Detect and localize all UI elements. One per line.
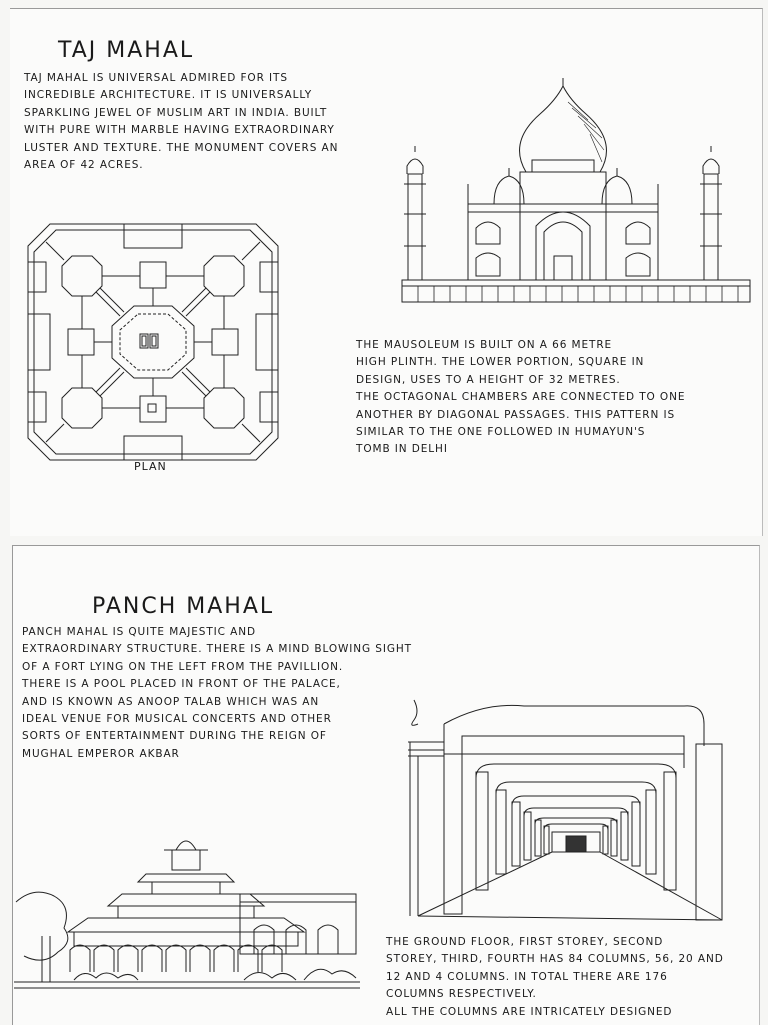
plan-label: PLAN bbox=[134, 460, 167, 473]
panch-mahal-pavilion-drawing bbox=[14, 832, 360, 992]
panch-mahal-colonnade-drawing bbox=[404, 694, 734, 924]
panch-mahal-floors-text: THE GROUND FLOOR, FIRST STOREY, SECOND STOREY, THIRD, FOURTH HAS 84 COLUMNS, 56, 20 AND 12 AND 4 COLUMNS. IN TOTAL THERE ARE 176 COLUMNS RESPECTIVELY. ALL THE COLUMNS ARE INTRICATELY DESIGNED bbox=[386, 936, 724, 1018]
taj-mahal-title: TAJ MAHAL bbox=[58, 38, 195, 63]
panch-mahal-intro-text: PANCH MAHAL IS QUITE MAJESTIC AND EXTRAORDINARY STRUCTURE. THERE IS A MIND BLOWING SIGHT OF A FORT LYING ON THE LEFT FROM THE PAVILLION. THERE IS A POOL PLACED IN FRONT OF THE PALACE, AND IS KNOWN AS ANOOP TALAB WHICH WAS AN IDEAL VENUE FOR MUSICAL CONCERTS AND OTHER SORTS OF ENTERTAINMENT DURING THE REIGN OF MUGHAL EMPEROR AKBAR bbox=[22, 626, 412, 760]
panch-mahal-title: PANCH MAHAL bbox=[92, 594, 275, 619]
taj-plan-drawing bbox=[26, 222, 280, 462]
taj-mahal-elevation-drawing bbox=[398, 76, 756, 306]
taj-mahal-intro-text: TAJ MAHAL IS UNIVERSAL ADMIRED FOR ITS INCREDIBLE ARCHITECTURE. IT IS UNIVERSALLY SPARKLING JEWEL OF MUSLIM ART IN INDIA. BUILT WITH PURE WITH MARBLE HAVING EXTRAORDINARY LUSTER AND TEXTURE. THE MONUMENT COVERS AN AREA OF 42 ACRES. bbox=[24, 72, 339, 172]
taj-mahal-details-text: THE MAUSOLEUM IS BUILT ON A 66 METRE HIGH PLINTH. THE LOWER PORTION, SQUARE IN DESIGN, USES TO A HEIGHT OF 32 METRES. THE OCTAGONAL CHAMBERS ARE CONNECTED TO ONE ANOTHER BY DIAGONAL PASSAGES. THIS PATTERN IS SIMILAR TO THE ONE FOLLOWED IN HUMAYUN'S TOMB IN DELHI bbox=[356, 339, 686, 456]
